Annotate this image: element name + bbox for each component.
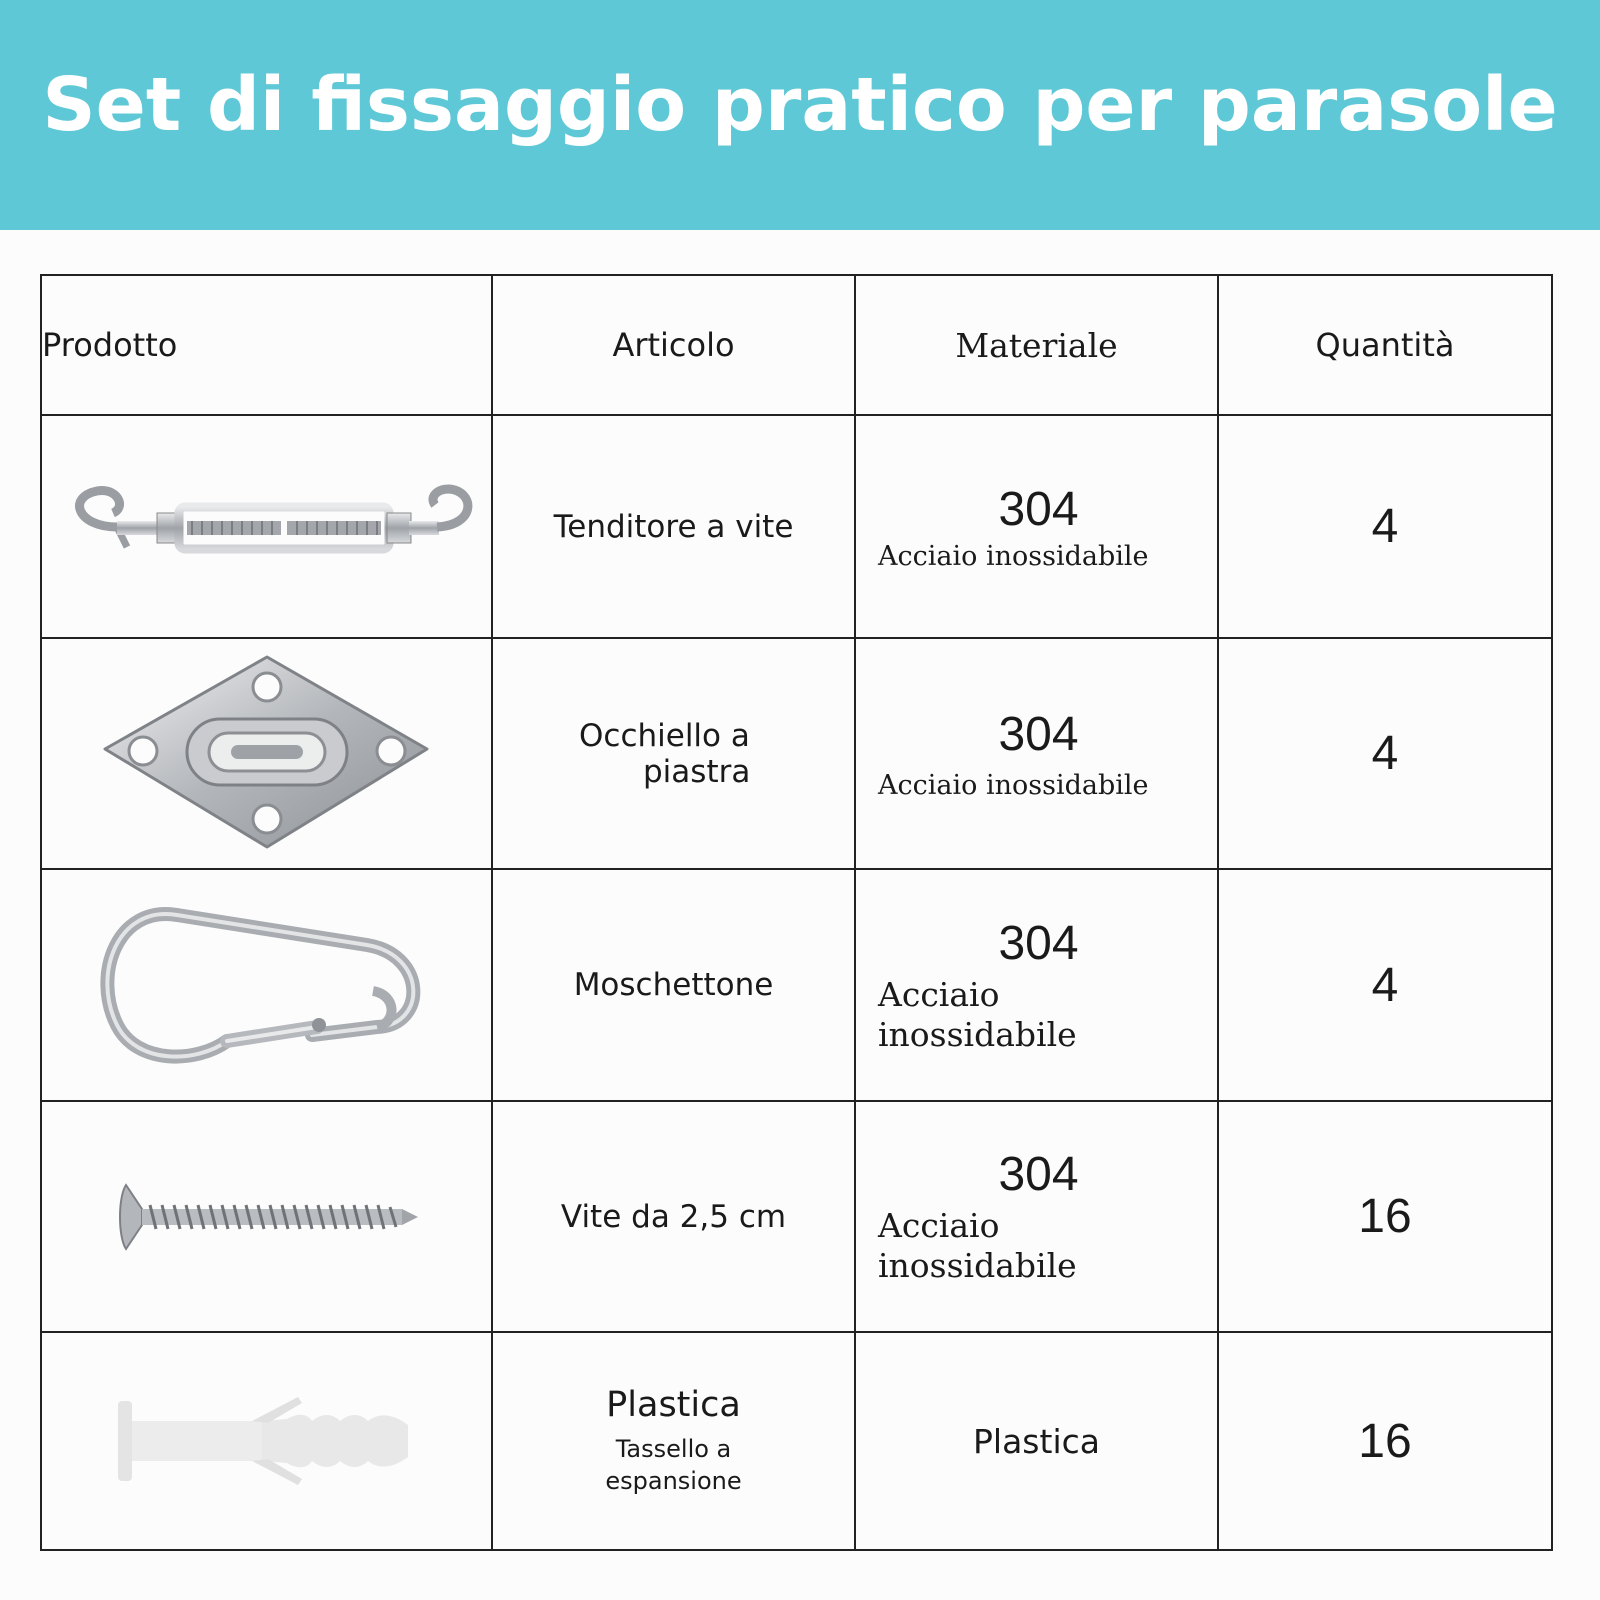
quantity-cell: 4 (1218, 638, 1552, 870)
header-material: Materiale (855, 275, 1218, 415)
material-text: Acciaio inossidabile (878, 769, 1149, 801)
material-grade: 304 (998, 916, 1079, 970)
quantity-cell: 16 (1218, 1332, 1552, 1550)
material-cell: Plastica (855, 1332, 1218, 1550)
article-cell: Vite da 2,5 cm (492, 1101, 855, 1333)
page-title: Set di fissaggio pratico per parasole (42, 62, 1558, 148)
header-article: Articolo (492, 275, 855, 415)
title-banner (0, 0, 1600, 230)
table-row (41, 1101, 1552, 1333)
material-text: Acciaio inossidabile (878, 974, 1077, 1054)
spec-table (40, 274, 1553, 1551)
header-quantity: Quantità (1218, 275, 1552, 415)
table-row (41, 869, 1552, 1101)
material-text: Acciaio inossidabile (878, 540, 1149, 572)
quantity-cell: 16 (1218, 1101, 1552, 1333)
product-image-cell (41, 638, 492, 870)
article-line: Occhiello a (579, 717, 750, 754)
table-row (41, 638, 1552, 870)
material-grade: 304 (998, 482, 1079, 536)
material-grade: 304 (998, 1148, 1079, 1202)
header-product: Prodotto (41, 275, 492, 415)
article-title: Plastica (606, 1385, 741, 1426)
pad-eye-icon (97, 649, 437, 859)
article-line: piastra (643, 753, 751, 790)
material-cell (855, 638, 1218, 870)
table-header-row (41, 275, 1552, 415)
table-row (41, 415, 1552, 638)
article-cell: Moschettone (492, 869, 855, 1101)
quantity-cell: 4 (1218, 869, 1552, 1101)
product-image-cell (41, 869, 492, 1101)
wall-plug-icon (112, 1391, 422, 1491)
product-image-cell (41, 415, 492, 638)
screw-icon (112, 1177, 422, 1257)
material-cell (855, 415, 1218, 638)
material-cell (855, 869, 1218, 1101)
article-cell (492, 638, 855, 870)
article-cell: Tenditore a vite (492, 415, 855, 638)
carabiner-icon (97, 895, 437, 1075)
quantity-cell: 4 (1218, 415, 1552, 638)
turnbuckle-icon (57, 477, 477, 577)
material-cell (855, 1101, 1218, 1333)
article-subtitle: Tassello a espansione (605, 1435, 742, 1496)
material-grade: 304 (998, 707, 1079, 761)
product-image-cell (41, 1332, 492, 1550)
product-image-cell (41, 1101, 492, 1333)
article-cell (492, 1332, 855, 1550)
table-row (41, 1332, 1552, 1550)
material-text: Acciaio inossidabile (878, 1206, 1077, 1286)
